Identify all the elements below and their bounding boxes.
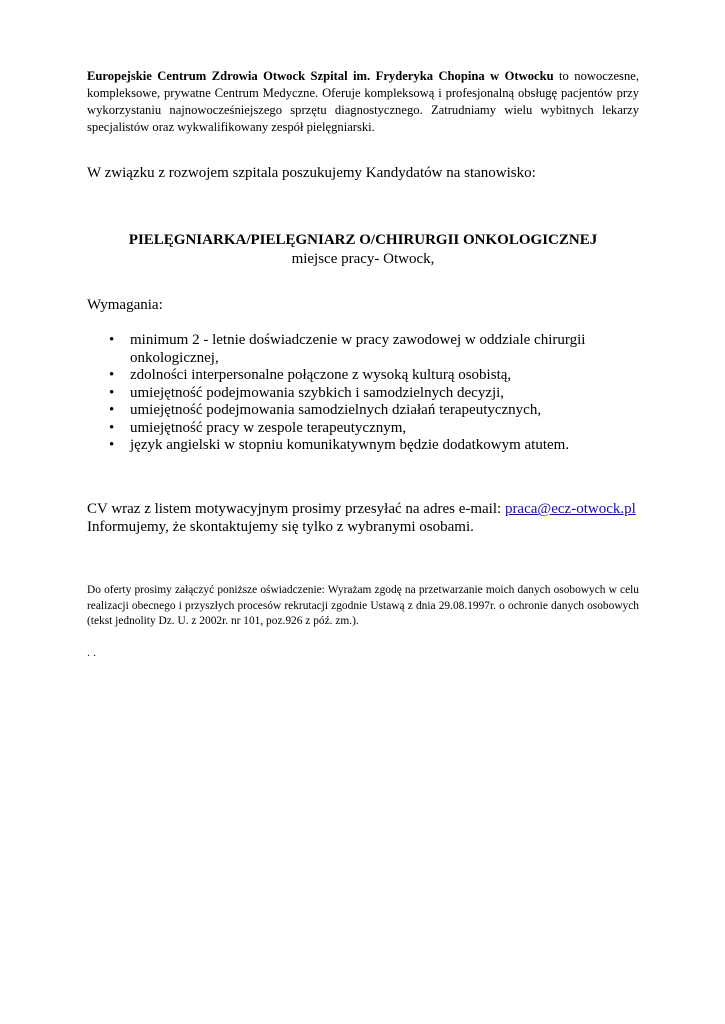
hospital-name: Europejskie Centrum Zdrowia Otwock Szpital im. Fryderyka Chopina w Otwocku [87, 69, 554, 83]
requirements-list [87, 332, 647, 455]
requirement-item: • minimum 2 - letnie doświadczenie w pracy zawodowej w oddziale chirurgii onkologicznej, [87, 332, 647, 367]
intro-paragraph [87, 68, 639, 136]
requirement-item: • umiejętność podejmowania szybkich i samodzielnych decyzji, [87, 385, 647, 403]
consent-statement: Do oferty prosimy załączyć poniższe oświadczenie: Wyrażam zgodę na przetwarzanie moich danych osobowych w celu realizacji obecnego i przyszłych procesów rekrutacji zgodnie Ustawą z dnia 29.08.1997r. o ochronie danych osobowych (tekst jednolity Dz. U. z 2002r. nr 101, poz.926 z póź. zm.). [87, 584, 639, 627]
requirement-item: • umiejętność podejmowania samodzielnych działań terapeutycznych, [87, 402, 647, 420]
contact-paragraph [87, 500, 647, 536]
contact-text: CV wraz z listem motywacyjnym prosimy przesyłać na adres e-mail: [87, 501, 505, 517]
position-block [87, 231, 639, 269]
work-location: miejsce pracy- Otwock, [291, 251, 435, 267]
requirements-heading: Wymagania: [87, 297, 163, 313]
email-link[interactable]: praca@ecz-otwock.pl [504, 501, 636, 517]
contact-note: Informujemy, że skontaktujemy się tylko z wybranymi osobami. [87, 519, 474, 535]
requirement-item: • język angielski w stopniu komunikatywnym będzie dodatkowym atutem. [87, 437, 647, 455]
position-title: PIELĘGNIARKA/PIELĘGNIARZ O/CHIRURGII ONKOLOGICZNEJ [128, 232, 598, 248]
footer-dots: . . [87, 645, 96, 659]
lead-sentence: W związku z rozwojem szpitala poszukujemy Kandydatów na stanowisko: [87, 165, 536, 181]
requirement-item: • zdolności interpersonalne połączone z wysoką kulturą osobistą, [87, 367, 647, 385]
requirement-item: • umiejętność pracy w zespole terapeutycznym, [87, 420, 647, 438]
intro-text: to nowoczesne, kompleksowe, prywatne Centrum Medyczne. Oferuje kompleksową i profesjonalną obsługę pacjentów przy wykorzystaniu najnowocześniejszego sprzętu diagnostycznego. Zatrudniamy wielu wybitnych lekarzy specjalistów oraz wykwalifikowany zespół pielęgniarski. [87, 69, 639, 134]
